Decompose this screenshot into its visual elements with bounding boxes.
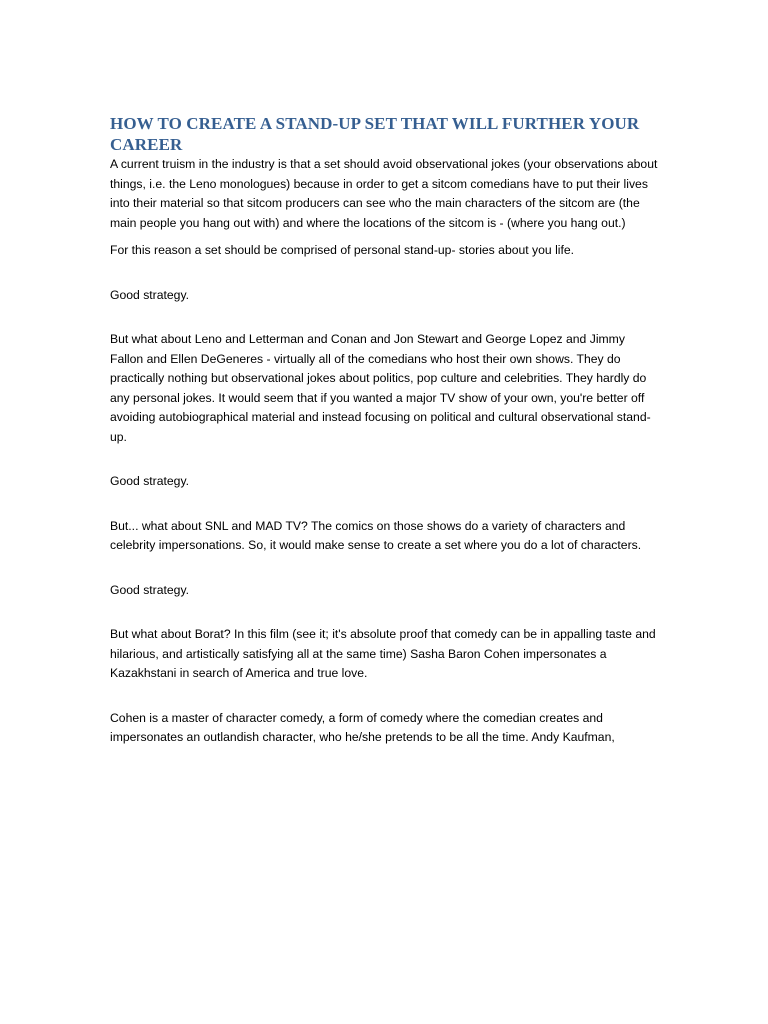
spacer: [110, 684, 658, 709]
spacer: [110, 233, 658, 241]
spacer: [110, 305, 658, 330]
paragraph-cohen: Cohen is a master of character comedy, a form of comedy where the comedian creates and impersonates an outlandish character, who he/she pretends to be all the time. Andy Kaufman,: [110, 710, 615, 744]
spacer: [110, 492, 658, 517]
document-page: [110, 113, 658, 748]
spacer: [110, 447, 658, 472]
paragraph-talk-show-hosts: But what about Leno and Letterman and Conan and Jon Stewart and George Lopez and Jimmy Fallon and Ellen DeGeneres - virtually all of the comedians who host their own shows. They do practically nothing but observational jokes about politics, pop culture and celebrities. They hardly do any personal jokes. It would seem that if you wanted a major TV show of your own, you're better off avoiding autobiographical material and instead focusing on political and cultural observational stand-up.: [110, 332, 651, 444]
spacer: [110, 261, 658, 286]
spacer: [110, 600, 658, 625]
paragraph-reason: For this reason a set should be comprised of personal stand-up- stories about you life.: [110, 243, 575, 257]
paragraph-good-strategy-2: Good strategy.: [110, 474, 190, 488]
document-title: HOW TO CREATE A STAND-UP SET THAT WILL FURTHER YOUR CAREER: [110, 114, 640, 154]
paragraph-borat: But what about Borat? In this film (see it; it's absolute proof that comedy can be in appalling taste and hilarious, and artistically satisfying all at the same time) Sasha Baron Cohen impersonates a Kazakhstani in search of America and true love.: [110, 627, 656, 680]
paragraph-good-strategy-3: Good strategy.: [110, 582, 190, 597]
paragraph-good-strategy-1: Good strategy.: [110, 287, 190, 302]
paragraph-snl-madtv: But... what about SNL and MAD TV? The comics on those shows do a variety of characters and celebrity impersonations. So, it would make sense to create a set where you do a lot of characters.: [110, 518, 642, 552]
paragraph-truism: A current truism in the industry is that a set should avoid observational jokes (your observations about things, i.e. the Leno monologues) because in order to get a sitcom comedians have to put their lives into their material so that sitcom producers can see who the main characters of the sitcom are (the main people you hang out with) and where the locations of the sitcom is - (where you hang out.): [110, 157, 658, 230]
spacer: [110, 556, 658, 581]
